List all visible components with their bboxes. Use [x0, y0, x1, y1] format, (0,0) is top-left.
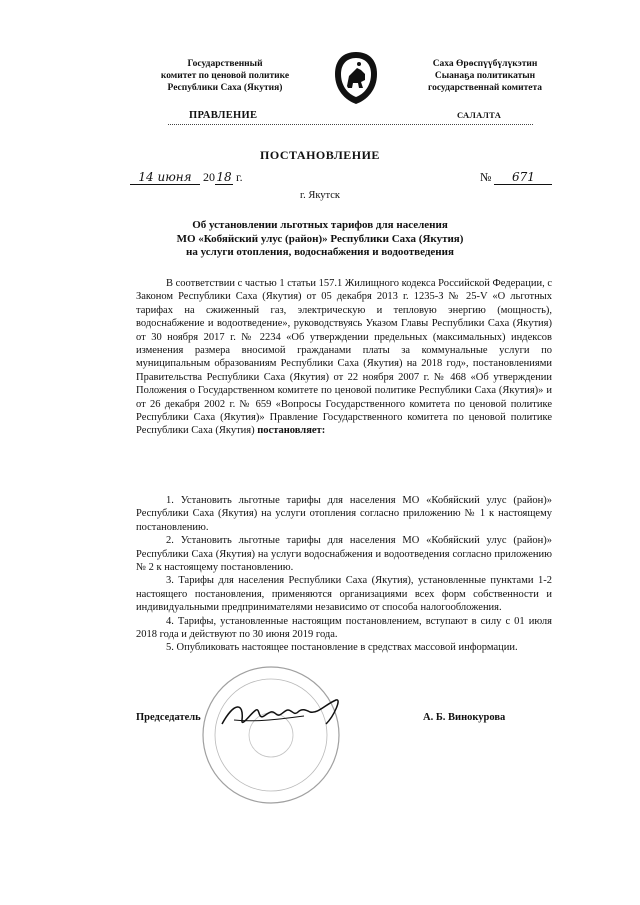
header-left-org — [120, 58, 330, 94]
header-left-line-3: Республики Саха (Якутия) — [167, 83, 283, 93]
preamble-paragraph — [136, 277, 552, 438]
document-city: г. Якутск — [299, 190, 341, 201]
signer-name: А. Б. Винокурова — [423, 712, 506, 723]
resolution-item-5: 5. Опубликовать настоящее постановление в средствах массовой информации. — [166, 642, 518, 654]
handwritten-signature-icon — [214, 694, 364, 734]
header-left-line-2: комитет по ценовой политике — [160, 71, 290, 81]
signer-title: Председатель — [136, 712, 201, 723]
subject-line-1: Об установлении льготных тарифов для населения — [192, 219, 448, 231]
header-right-org — [390, 58, 580, 94]
subject-line-2: МО «Кобяйский улус (район)» Республики Саха (Якутия) — [176, 232, 464, 245]
subject-line-3: на услуги отопления, водоснабжения и водоотведения — [186, 246, 454, 258]
resolution-item-3: 3. Тарифы для населения Республики Саха (Якутия), установленные пунктами 1-2 настоящего постановления, применяются организациями всех форм собственности и индивидуальными предпринимателями независимо от способа налогообложения. — [136, 575, 552, 614]
resolution-items — [136, 494, 552, 655]
date-suffix: г. — [236, 170, 243, 184]
resolution-item-4: 4. Тарифы, установленные настоящим постановлением, вступают в силу с 01 июля 2018 года и действуют по 30 июня 2019 года. — [136, 615, 552, 641]
official-stamp-icon — [196, 660, 346, 810]
date-year-handwritten: 18 — [216, 170, 232, 184]
document-date — [130, 170, 243, 185]
resolution-item-2: 2. Установить льготные тарифы для населения МО «Кобяйский улус (район)» Республики Саха (Якутия) на услуги водоснабжения и водоотведения согласно приложению № 2 к настоящему постановлению. — [136, 535, 552, 574]
number-prefix: № — [480, 170, 492, 184]
header-right-line-2: Сыанаҕа политикатын — [434, 71, 536, 81]
resolution-item-1: 1. Установить льготные тарифы для населения МО «Кобяйский улус (район)» Республики Саха (Якутия) на услуги отопления согласно приложению № 1 к настоящему постановлению. — [136, 495, 552, 533]
document-subject — [0, 219, 640, 260]
number-handwritten: 671 — [494, 170, 552, 185]
board-label-sakha: САЛАЛТА — [457, 110, 502, 120]
board-label-ru: ПРАВЛЕНИЕ — [189, 110, 258, 121]
header-left-line-1: Государственный — [187, 59, 263, 69]
coat-of-arms-emblem-icon — [331, 50, 381, 106]
date-day-handwritten: 14 июня — [130, 170, 200, 185]
document-number — [480, 170, 552, 185]
header-right-line-3: государственнай комитета — [428, 83, 542, 93]
date-year-prefix: 20 — [203, 170, 215, 184]
header-right-line-1: Саха Өрөспүүбүлүкэтин — [432, 59, 538, 69]
preamble-text: В соответствии с частью 1 статьи 157.1 Жилищного кодекса Российской Федерации, с Законом Республики Саха (Якутия) от 05 декабря 2013 г. 1235-З № 25-V «О льготных тарифах на сжиженный газ, электрическую и тепловую энергию (мощность), водоснабжение и водоотведение», руководствуясь Указом Главы Республики Саха (Якутия) от 30 ноября 2017 г. № 2234 «Об утверждении предельных (максимальных) индексов изменения размера вносимой гражданами платы за коммунальные услуги по муниципальным образованиям Республики Саха (Якутия) на 2018 год», постановлениями Правительства Республики Саха (Якутия) от 22 ноября 2007 г. № 468 «Об утверждении Положения о Государственном комитете по ценовой политике Республики Саха (Якутия)» и от 26 декабря 2002 г. № 659 «Вопросы Государственного комитета по ценовой политике Республики Саха (Якутия)» Правление Государственного комитета по ценовой политике Республики Саха (Якутия) — [136, 278, 552, 437]
document-title: ПОСТАНОВЛЕНИЕ — [260, 148, 380, 162]
header-divider — [168, 124, 533, 125]
preamble-resolves: постановляет: — [257, 425, 326, 437]
